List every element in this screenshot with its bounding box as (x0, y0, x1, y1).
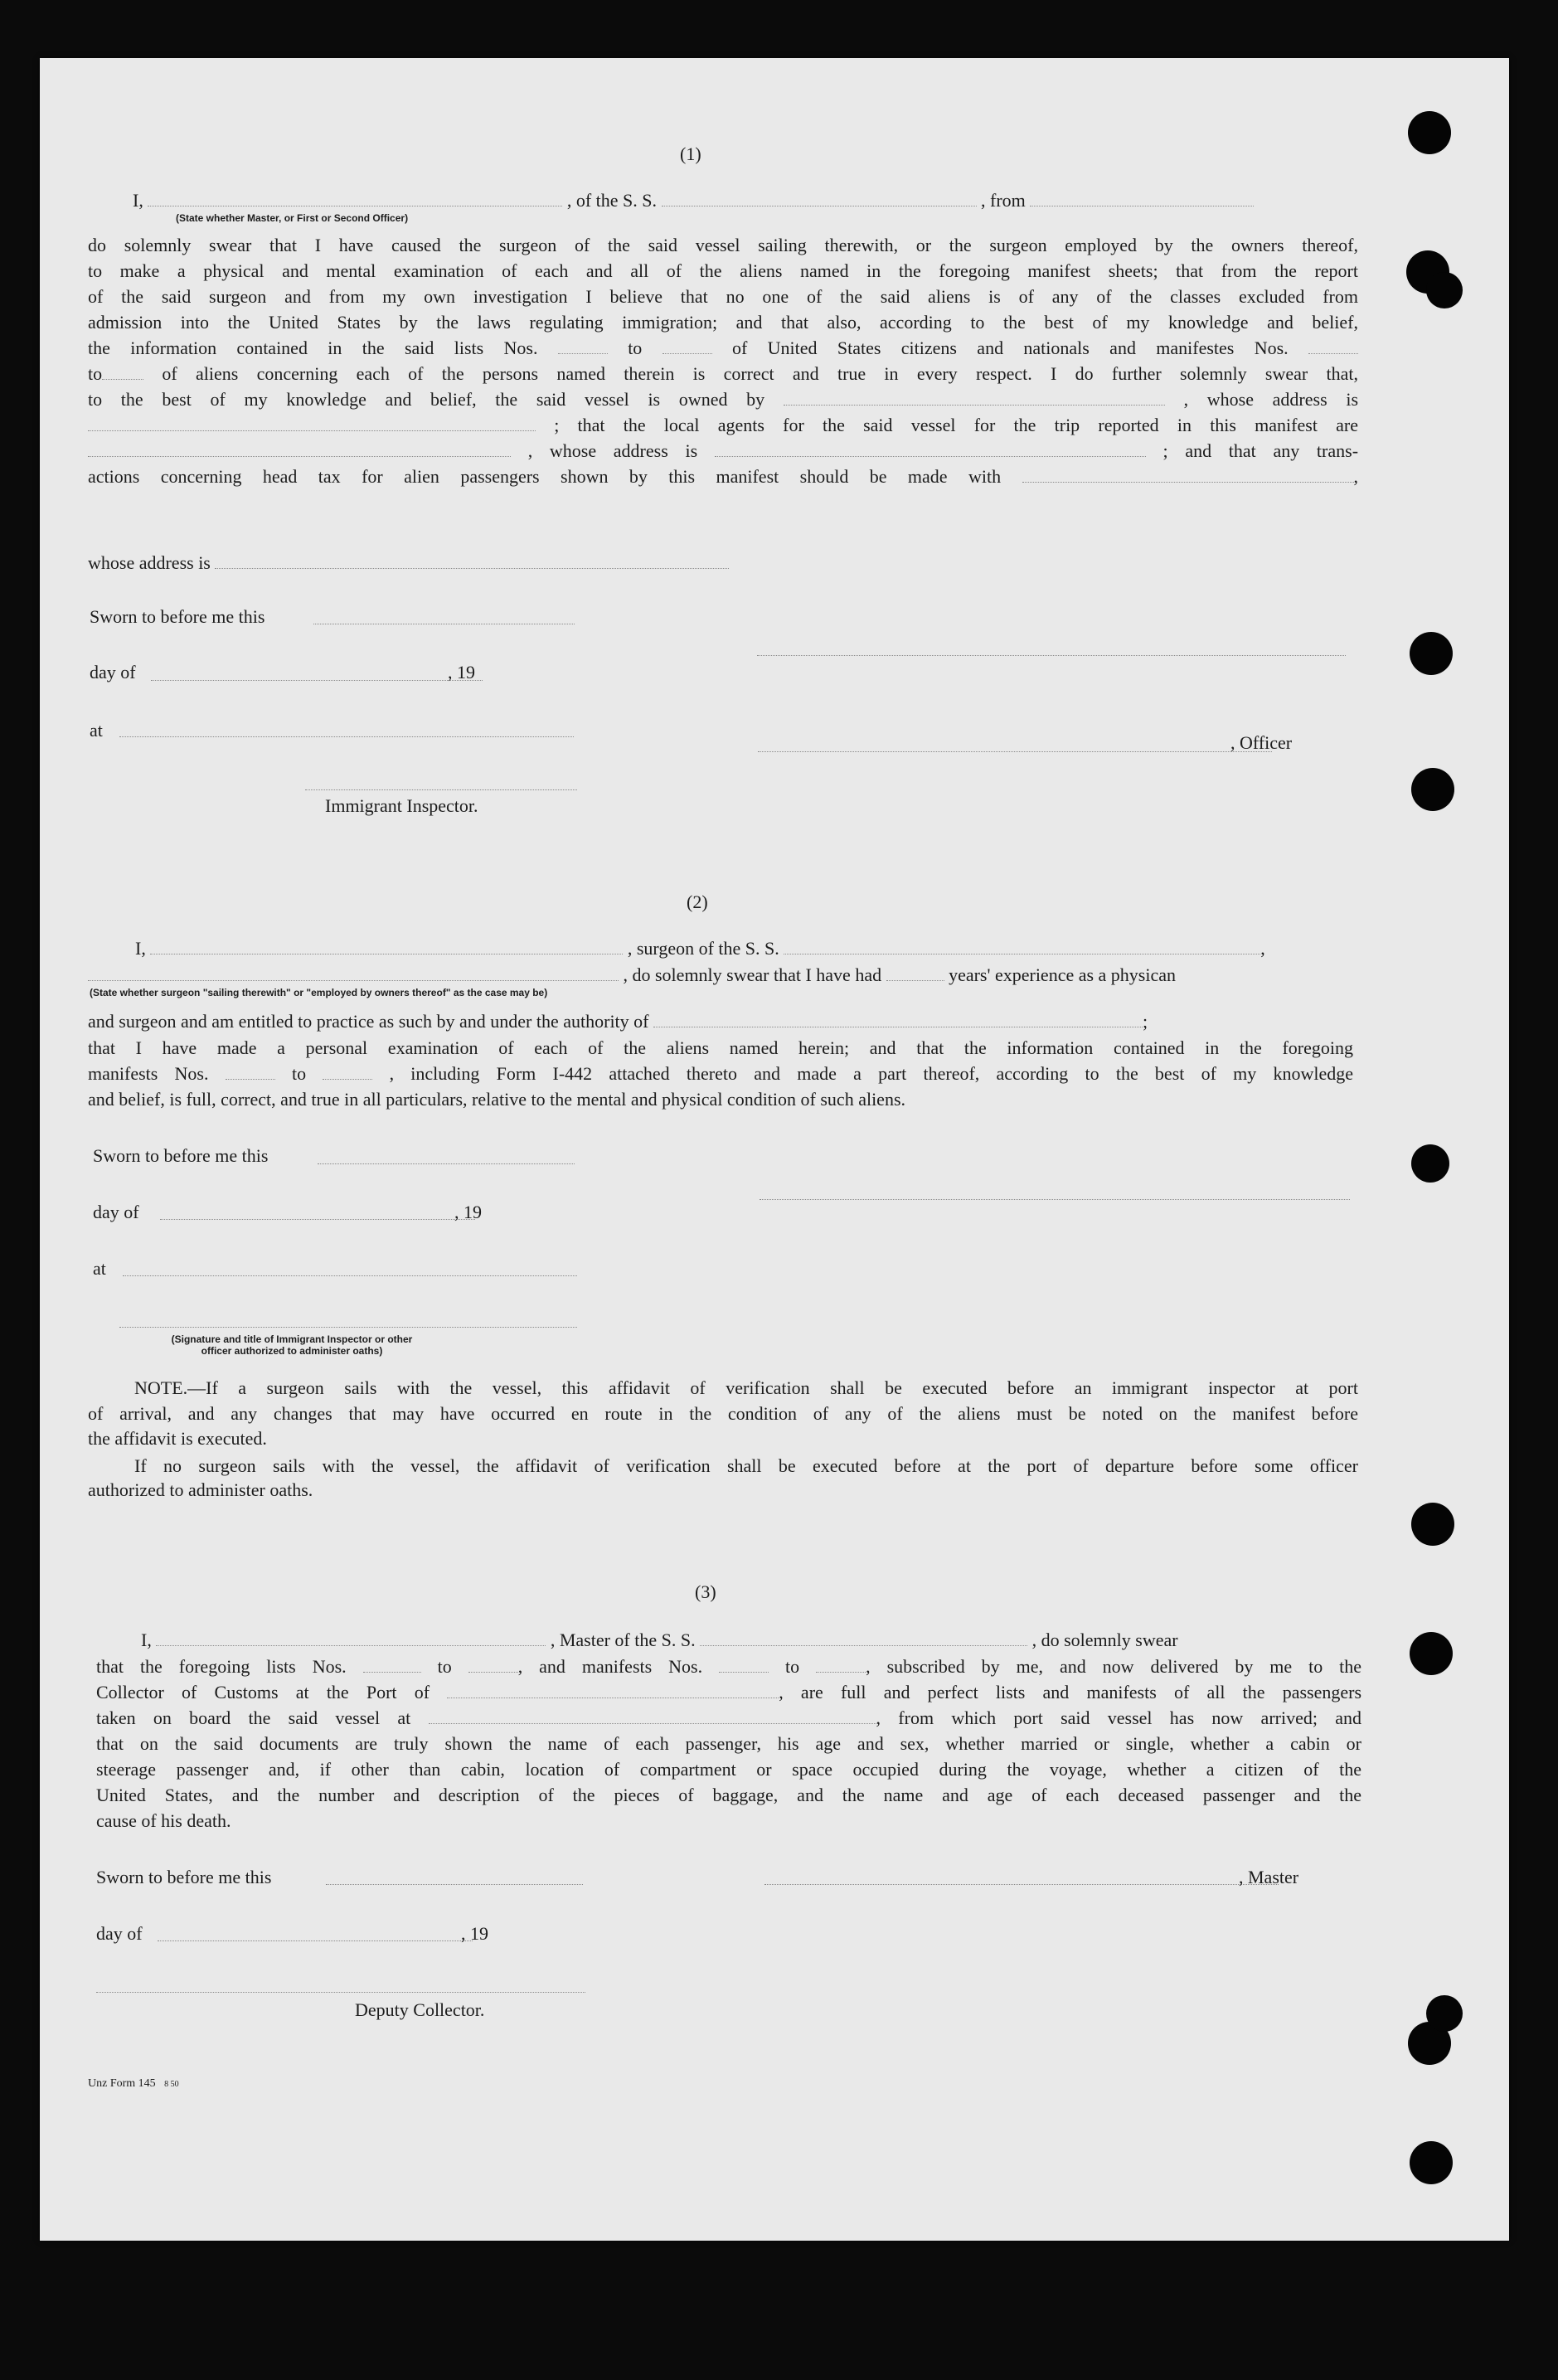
body-line: that the foregoing lists Nos. to , and manifests Nos. to , subscribed by me, and now delivered by me to the (96, 1656, 1362, 1677)
manifests-to-field[interactable] (816, 1657, 866, 1673)
surgeon-vessel-field[interactable] (784, 939, 1260, 954)
day-of-label: day of (96, 1923, 143, 1944)
manifests-from-field[interactable] (226, 1064, 275, 1080)
master-label: , Master (1239, 1867, 1299, 1887)
manifests-from-field[interactable] (1308, 338, 1358, 354)
note-line: NOTE.—If a surgeon sails with the vessel, this affidavit of verification shall be executed before an immigrant inspector at port (134, 1377, 1358, 1398)
inspector-label: Immigrant Inspector. (325, 795, 478, 816)
lists-from-field[interactable] (363, 1657, 421, 1673)
section2-line-3: and surgeon and am entitled to practice as such by and under the authority of ; (88, 1011, 1148, 1032)
deputy-label: Deputy Collector. (355, 1999, 485, 2020)
sworn-label: Sworn to before me this (96, 1867, 272, 1887)
section1-body (88, 232, 1358, 489)
note-line: If no surgeon sails with the vessel, the affidavit of verification shall be executed before at the port of departure before some officer (134, 1455, 1358, 1476)
lists-to-field[interactable] (468, 1657, 518, 1673)
master-signature-field[interactable] (764, 1884, 1279, 1885)
body-line: do solemnly swear that I have caused the surgeon of the said vessel sailing therewith, or the surgeon employed by the owners thereof, (88, 235, 1358, 255)
head-tax-address-field[interactable] (215, 553, 729, 569)
section2-line-2: , do solemnly swear that I have had years' experience as a physican (88, 964, 1176, 987)
signature-note: (Signature and title of Immigrant Inspector or other officer authorized to administer oaths) (171, 1333, 413, 1357)
body-line: ; that the local agents for the said vessel for the trip reported in this manifest are (88, 412, 1358, 438)
punch-hole (1411, 1144, 1449, 1183)
body-line: , whose address is ; and that any trans- (88, 438, 1358, 464)
document-page (40, 58, 1509, 2241)
of-the-ss: , of the S. S. (566, 190, 658, 211)
opening-i: I, (133, 190, 143, 211)
body-line-last: whose address is (88, 551, 729, 575)
surgeon-note: (State whether surgeon "sailing therewith" or "employed by owners thereof" as the case may be) (90, 987, 548, 998)
at-label: at (93, 1258, 106, 1279)
manifests-to-field[interactable] (102, 364, 143, 380)
officer-label: , Officer (1230, 732, 1293, 753)
body-line: to the best of my knowledge and belief, the said vessel is owned by , whose address is (88, 389, 1359, 410)
day-of-field[interactable] (160, 1219, 475, 1220)
officer-note: (State whether Master, or First or Second Officer) (176, 212, 409, 224)
officer-title-field[interactable] (758, 751, 1272, 752)
punch-hole (1410, 632, 1453, 675)
note-line: of arrival, and any changes that may have occurred en route in the condition of any of the aliens must be noted on the manifest before (88, 1403, 1358, 1424)
sworn-label: Sworn to before me this (93, 1145, 269, 1166)
years-experience-field[interactable] (886, 965, 944, 981)
collector-signature-field[interactable] (96, 1992, 585, 1993)
note-paragraph (88, 1375, 1358, 1426)
surgeon-signature-field[interactable] (760, 1199, 1350, 1200)
section3-line-1: I, , Master of the S. S. , do solemnly swear (141, 1630, 1178, 1650)
day-of-label: day of (90, 662, 136, 682)
sworn-label: Sworn to before me this (90, 606, 265, 627)
punch-hole (1410, 1632, 1453, 1675)
day-of-field[interactable] (158, 1940, 473, 1941)
officer-signature-field[interactable] (757, 655, 1346, 656)
owner-field[interactable] (784, 390, 1165, 406)
body-line: to make a physical and mental examination of each and all of the aliens named in the foregoing manifest sheets; that from the report (88, 260, 1358, 281)
body-line: actions concerning head tax for alien passengers shown by this manifest should be made with , (88, 466, 1358, 487)
year-label: , 19 (448, 662, 475, 682)
master-name-field[interactable] (156, 1630, 546, 1646)
sworn-date-field[interactable] (318, 1163, 575, 1164)
day-of-label: day of (93, 1202, 139, 1222)
manifests-to-field[interactable] (323, 1064, 372, 1080)
from-port-field[interactable] (1030, 191, 1254, 206)
body-line: to of aliens concerning each of the persons named therein is correct and true in every respect. I do further solemnly swear that, (88, 363, 1358, 384)
section1-line-1 (133, 189, 1343, 212)
punch-hole (1408, 111, 1451, 154)
year-label: , 19 (454, 1202, 482, 1222)
inspector-signature-field[interactable] (119, 1327, 577, 1328)
agents-address-field[interactable] (715, 441, 1146, 457)
section2-line-1: I, , surgeon of the S. S. , (135, 938, 1265, 959)
body-line: that on the said documents are truly shown the name of each passenger, his age and sex, whether married or single, whether a cabin or (96, 1733, 1361, 1754)
head-tax-party-field[interactable] (1022, 467, 1354, 483)
lists-to-field[interactable] (663, 338, 712, 354)
vessel-name-field[interactable] (662, 191, 977, 206)
from-label: , from (981, 190, 1026, 211)
body-line: steerage passenger and, if other than cabin, location of compartment or space occupied during the voyage, whether a citizen of the (96, 1759, 1361, 1780)
lists-from-field[interactable] (558, 338, 608, 354)
at-place-field[interactable] (119, 736, 574, 737)
section-number: (1) (680, 143, 701, 164)
section-number: (2) (687, 891, 708, 912)
owner-address-field[interactable] (88, 415, 536, 431)
agents-field[interactable] (88, 441, 511, 457)
punch-hole (1411, 1503, 1454, 1546)
section3-body (96, 1654, 1361, 1808)
punch-hole (1426, 1995, 1463, 2032)
form-number: Unz Form 145 8 50 (88, 2077, 179, 2090)
embark-port-field[interactable] (429, 1708, 876, 1724)
body-line-last: and belief, is full, correct, and true in all particulars, relative to the mental and physical condition of such aliens. (88, 1089, 906, 1110)
year-label: , 19 (461, 1923, 488, 1944)
section-number: (3) (695, 1581, 716, 1602)
surgeon-type-field[interactable] (88, 965, 619, 981)
at-place-field[interactable] (123, 1275, 577, 1276)
port-field[interactable] (447, 1683, 779, 1698)
at-label: at (90, 720, 103, 741)
punch-hole (1411, 768, 1454, 811)
body-line: manifests Nos. to , including Form I-442 attached thereto and made a part thereof, according to the best of my knowledge (88, 1063, 1354, 1084)
punch-hole (1410, 2141, 1453, 2184)
body-line: that I have made a personal examination of each of the aliens named herein; and that the information contained in the foregoing (88, 1037, 1353, 1058)
note2-paragraph (134, 1453, 1358, 1479)
day-of-field[interactable] (151, 680, 483, 681)
note-line-last: the affidavit is executed. (88, 1428, 267, 1449)
body-line: the information contained in the said lists Nos. to of United States citizens and nationals and manifestes Nos. (88, 335, 1358, 361)
authority-field[interactable] (653, 1012, 1143, 1027)
note-line-last: authorized to administer oaths. (88, 1479, 313, 1500)
body-line-last: cause of his death. (96, 1810, 231, 1831)
master-vessel-field[interactable] (700, 1630, 1027, 1646)
body-line: of the said surgeon and from my own investigation I believe that no one of the said aliens is of any of the classes excluded from (88, 286, 1358, 307)
punch-hole (1426, 272, 1463, 308)
inspector-signature-field[interactable] (305, 789, 577, 790)
body-line: taken on board the said vessel at , from which port said vessel has now arrived; and (96, 1707, 1361, 1728)
sworn-date-field[interactable] (326, 1884, 583, 1885)
officer-name-field[interactable] (148, 191, 562, 206)
body-line: Collector of Customs at the Port of , are full and perfect lists and manifests of all the passengers (96, 1682, 1362, 1702)
manifests-from-field[interactable] (719, 1657, 769, 1673)
surgeon-name-field[interactable] (150, 939, 623, 954)
body-line: United States, and the number and description of the pieces of baggage, and the name and age of each deceased passenger and the (96, 1785, 1361, 1805)
section2-body (88, 1035, 1353, 1086)
body-line: admission into the United States by the laws regulating immigration; and that also, according to the best of my knowledge and belief, (88, 312, 1358, 333)
